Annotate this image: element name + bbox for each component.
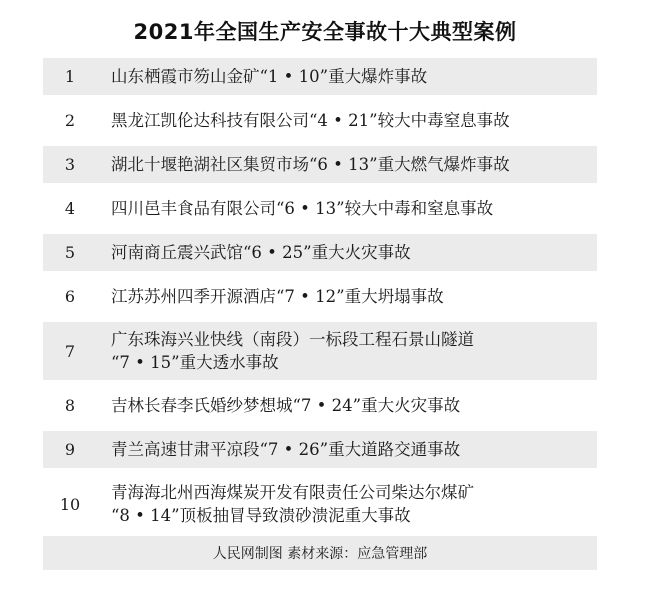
case-number: 3 [64,155,76,174]
case-title: 广东珠海兴业快线（南段）一标段工程石景山隧道 “7 • 15”重大透水事故 [111,330,474,372]
table-row [43,322,597,380]
page-title: 2021年全国生产安全事故十大典型案例 [133,20,517,44]
case-number: 9 [64,440,76,459]
case-table [43,58,597,540]
table-row [43,278,597,315]
case-title: 青海海北州西海煤炭开发有限责任公司柴达尔煤矿 “8 • 14”顶板抽冒导致溃砂溃泥重大事故 [111,483,474,525]
table-row [43,387,597,424]
source-credit: 人民网制图 素材来源：应急管理部 [43,536,597,570]
case-number: 8 [64,396,76,415]
table-row [43,431,597,468]
case-number: 4 [64,199,76,218]
table-row [43,58,597,95]
table-row [43,190,597,227]
case-title: 江苏苏州四季开源酒店“7 • 12”重大坍塌事故 [111,287,444,306]
case-number: 10 [59,494,81,514]
case-number: 6 [64,287,76,306]
table-row [43,475,597,533]
case-number: 5 [64,243,76,262]
case-number: 7 [64,341,76,361]
case-title: 四川邑丰食品有限公司“6 • 13”较大中毒和窒息事故 [111,199,494,218]
table-row [43,146,597,183]
case-title: 青兰高速甘肃平凉段“7 • 26”重大道路交通事故 [111,440,461,459]
case-title: 湖北十堰艳湖社区集贸市场“6 • 13”重大燃气爆炸事故 [111,155,510,174]
case-number: 1 [64,67,76,86]
table-row [43,234,597,271]
case-title: 山东栖霞市笏山金矿“1 • 10”重大爆炸事故 [111,67,428,86]
case-title: 河南商丘震兴武馆“6 • 25”重大火灾事故 [111,243,411,262]
case-title: 吉林长春李氏婚纱梦想城“7 • 24”重大火灾事故 [111,396,461,415]
case-number: 2 [64,111,76,130]
case-title: 黑龙江凯伦达科技有限公司“4 • 21”较大中毒窒息事故 [111,111,510,130]
table-row [43,102,597,139]
